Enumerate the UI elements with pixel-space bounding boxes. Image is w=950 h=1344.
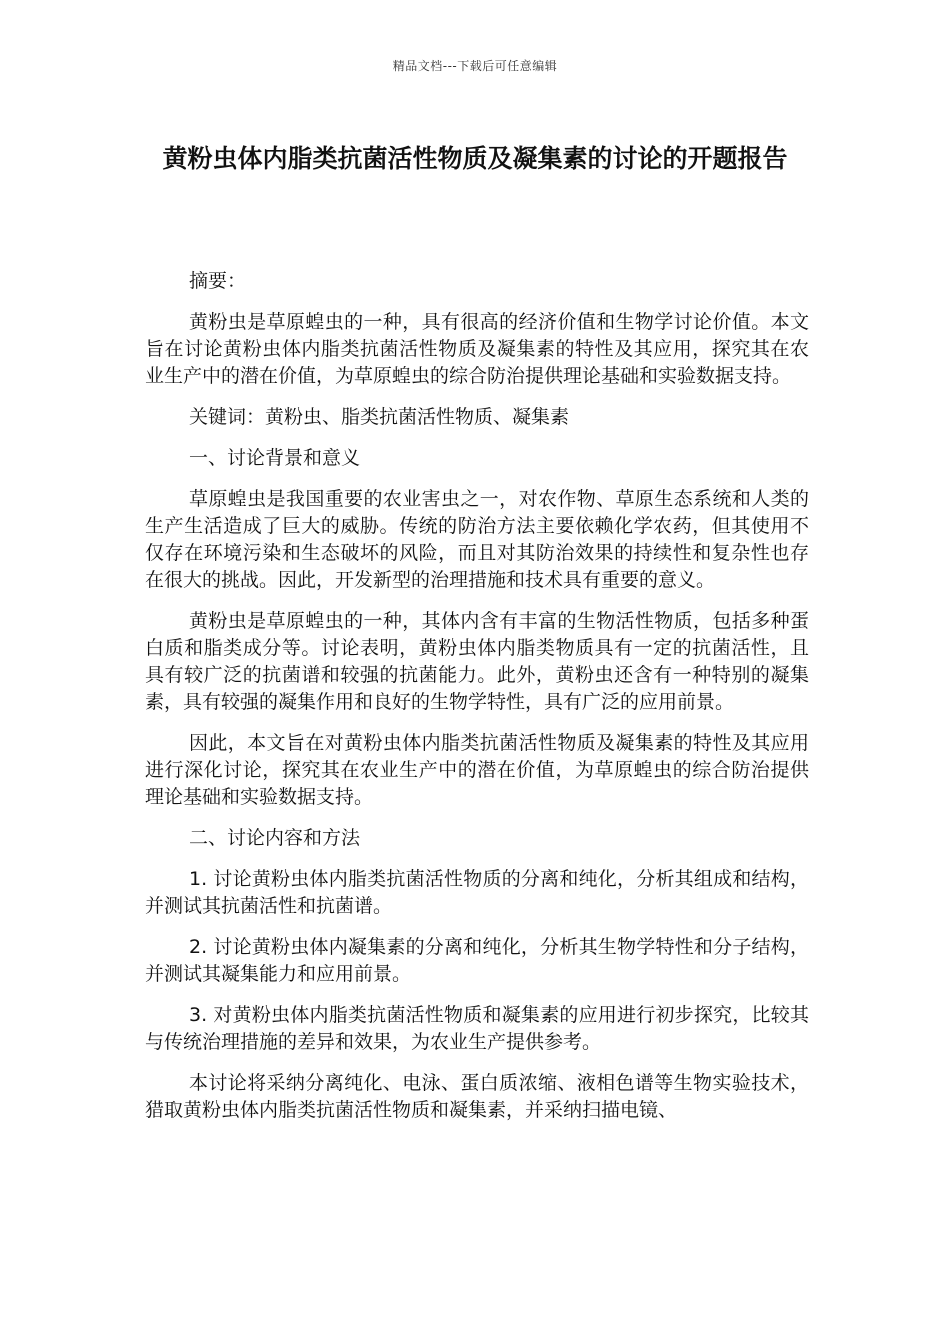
- abstract-heading: 摘要：: [189, 270, 247, 292]
- body-paragraph: 草原蝗虫是我国重要的农业害虫之一，对农作物、草原生态系统和人类的生产生活造成了巨大的威胁。传统的防治方法主要依赖化学农药，但其使用不仅存在环境污染和生态破坏的风险，而且对其防治效果的持续性和复杂性也存在很大的挑战。因此，开发新型的治理措施和技术具有重要的意义。: [145, 488, 809, 591]
- keywords-line: 关键词：黄粉虫、脂类抗菌活性物质、凝集素: [189, 406, 570, 428]
- body-paragraph: 因此，本文旨在对黄粉虫体内脂类抗菌活性物质及凝集素的特性及其应用进行深化讨论，探究其在农业生产中的潜在价值，为草原蝗虫的综合防治提供理论基础和实验数据支持。: [145, 732, 809, 808]
- abstract-paragraph: 黄粉虫是草原蝗虫的一种，具有很高的经济价值和生物学讨论价值。本文旨在讨论黄粉虫体内脂类抗菌活性物质及凝集素的特性及其应用，探究其在农业生产中的潜在价值，为草原蝗虫的综合防治提供理论基础和实验数据支持。: [145, 311, 809, 387]
- header-note: 精品文档---下载后可任意编辑: [392, 59, 558, 73]
- document-body: [145, 268, 809, 1138]
- list-item: 2. 讨论黄粉虫体内凝集素的分离和纯化，分析其生物学特性和分子结构，并测试其凝集能力和应用前景。: [145, 936, 809, 985]
- list-item: 3. 对黄粉虫体内脂类抗菌活性物质和凝集素的应用进行初步探究，比较其与传统治理措施的差异和效果，为农业生产提供参考。: [145, 1004, 809, 1053]
- list-item: 1. 讨论黄粉虫体内脂类抗菌活性物质的分离和纯化，分析其组成和结构，并测试其抗菌活性和抗菌谱。: [145, 868, 809, 917]
- body-paragraph: 本讨论将采纳分离纯化、电泳、蛋白质浓缩、液相色谱等生物实验技术，猎取黄粉虫体内脂类抗菌活性物质和凝集素，并采纳扫描电镜、: [145, 1072, 809, 1121]
- document-title: 黄粉虫体内脂类抗菌活性物质及凝集素的讨论的开题报告: [162, 144, 788, 173]
- section-heading-background: 一、讨论背景和意义: [189, 447, 361, 469]
- section-heading-methods: 二、讨论内容和方法: [189, 827, 361, 849]
- body-paragraph: 黄粉虫是草原蝗虫的一种，其体内含有丰富的生物活性物质，包括多种蛋白质和脂类成分等。讨论表明，黄粉虫体内脂类物质具有一定的抗菌活性，且具有较广泛的抗菌谱和较强的抗菌能力。此外，黄粉虫还含有一种特别的凝集素，具有较强的凝集作用和良好的生物学特性，具有广泛的应用前景。: [145, 610, 809, 713]
